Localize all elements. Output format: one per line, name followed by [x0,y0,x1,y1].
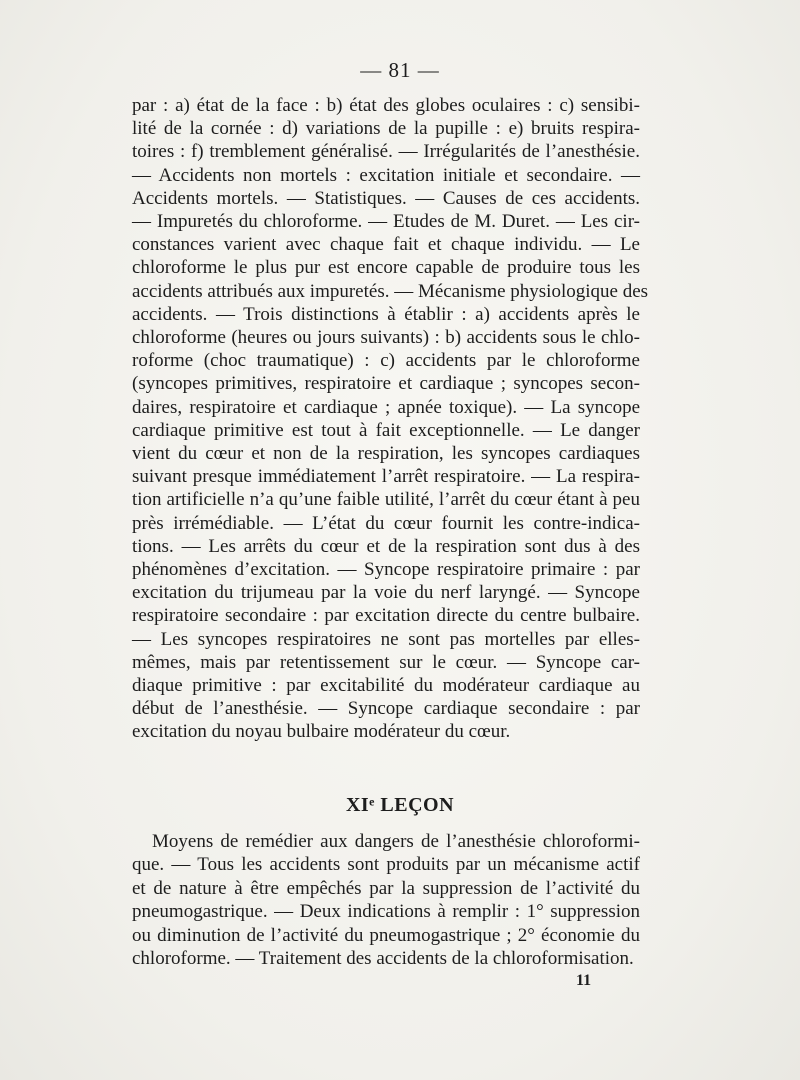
text-line: toires : f) tremblement généralisé. — Irrégularités de l’anesthésie. [132,141,640,163]
text-line: constances varient avec chaque fait et chaque individu. — Le [132,234,640,256]
text-line: chloroforme le plus pur est encore capable de produire tous les [132,257,640,279]
text-line: par : a) état de la face : b) état des globes oculaires : c) sensibi- [132,95,640,116]
signature-mark: 11 [576,972,592,989]
text-line: pneumogastrique. — Deux indications à remplir : 1° suppression [132,901,640,923]
text-line: suivant presque immédiatement l’arrêt respiratoire. — La respira- [132,466,640,488]
section-heading: XIᵉ LEÇON [345,794,455,816]
text-line: respiratoire secondaire : par excitation directe du centre bulbaire. [132,605,640,627]
page-number: — 81 — [360,58,440,82]
text-line: près irrémédiable. — L’état du cœur fournit les contre-indica- [132,512,640,534]
text-line: tions. — Les arrêts du cœur et de la respiration sont dus à des [132,535,640,557]
text-line: daires, respiratoire et cardiaque ; apnée toxique). — La syncope [132,396,640,418]
text-line: — Impuretés du chloroforme. — Etudes de M. Duret. — Les cir- [132,211,640,233]
text-line: ou diminution de l’activité du pneumogastrique ; 2° économie du [132,924,640,946]
text-line: vient du cœur et non de la respiration, les syncopes cardiaques [132,443,640,465]
text-line: lité de la cornée : d) variations de la pupille : e) bruits respira- [132,118,640,140]
lecture-xi-summary [132,830,640,970]
text-line: accidents attribués aux impuretés. — Mécanisme physiologique des [132,280,649,302]
text-line: (syncopes primitives, respiratoire et cardiaque ; syncopes secon- [132,373,640,395]
text-line: chloroforme. — Traitement des accidents de la chloroformisation. [132,948,634,970]
text-line: — Les syncopes respiratoires ne sont pas mortelles par elles- [132,628,640,650]
text-line: mêmes, mais par retentissement sur le cœur. — Syncope car- [132,651,640,673]
text-line: accidents. — Trois distinctions à établir : a) accidents après le [132,303,640,325]
text-line: que. — Tous les accidents sont produits par un mécanisme actif [132,854,640,876]
lecture-x-summary [132,94,649,744]
text-line: diaque primitive : par excitabilité du modérateur cardiaque au [132,675,640,697]
text-line: — Accidents non mortels : excitation initiale et secondaire. — [132,164,640,186]
text-line: roforme (choc traumatique) : c) accidents par le chloroforme [132,350,640,372]
text-line: et de nature à être empêchés par la suppression de l’activité du [132,877,640,899]
text-line: tion artificielle n’a qu’une faible utilité, l’arrêt du cœur étant à peu [132,489,640,511]
text-line: excitation du trijumeau par la voie du nerf laryngé. — Syncope [132,582,640,604]
text-line: chloroforme (heures ou jours suivants) : b) accidents sous le chlo- [132,327,640,349]
text-line: excitation du noyau bulbaire modérateur du cœur. [132,721,511,743]
text-line: Moyens de remédier aux dangers de l’anesthésie chloroformi- [152,831,640,852]
text-line: phénomènes d’excitation. — Syncope respiratoire primaire : par [132,559,640,581]
text-line: début de l’anesthésie. — Syncope cardiaque secondaire : par [132,698,640,720]
text-line: Accidents mortels. — Statistiques. — Causes de ces accidents. [132,187,640,209]
text-line: cardiaque primitive est tout à fait exceptionnelle. — Le danger [132,419,640,441]
